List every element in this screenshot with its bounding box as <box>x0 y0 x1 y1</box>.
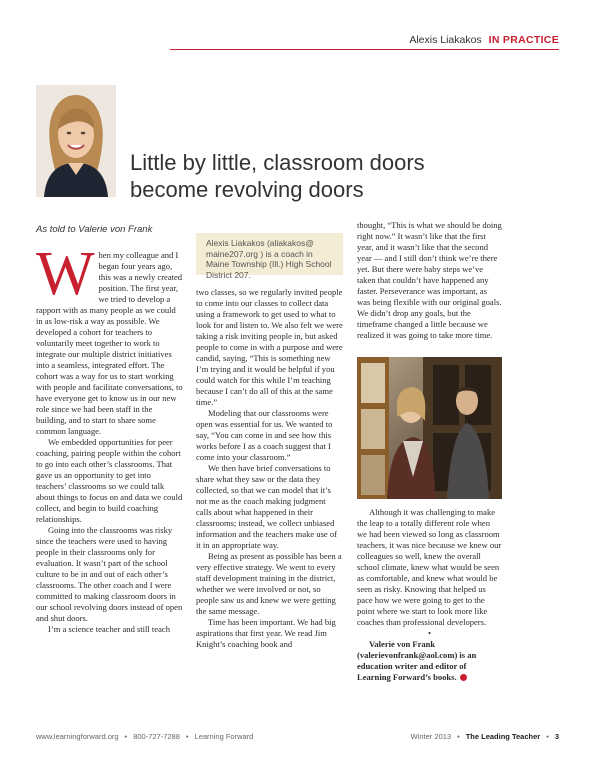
paragraph: Modeling that our classrooms were open was essential for us. We wanted to say, “You can come in and see how this works before I as a coach suggest that I come into your classroom.” <box>196 408 333 462</box>
title-line-1: Little by little, classroom doors <box>130 150 425 175</box>
paragraph: thought, “This is what we should be doing right now.” It wasn’t like that the first year, and it wasn’t like that the second year — and I still don’t think we’re there yet. But there were baby steps we’ve taken that couldn’t have happened any faster. Perseverance was important, as was being flexible with our original goals. We didn’t drop any goals, but the timeframe changed a little because we realized it was going to take more time. <box>357 220 502 340</box>
article-column-1 <box>36 240 183 635</box>
article-column-2 <box>196 287 343 650</box>
signature-details: (valerievonfrank@aol.com) is an education writer and editor of Learning Forward’s books. <box>357 650 477 682</box>
footer-separator: • <box>185 732 189 741</box>
footer-org: Learning Forward <box>194 732 254 741</box>
footer-right <box>411 732 559 741</box>
photo-image <box>357 357 502 499</box>
footer-left <box>36 732 253 741</box>
classroom-door-photo <box>357 357 502 499</box>
author-bio: Alexis Liakakos (aliakakos@ maine207.org ) is a coach in Maine Township (Ill.) High School District 207. <box>206 238 332 280</box>
page-header <box>409 34 559 46</box>
portrait-image <box>36 85 116 197</box>
author-portrait <box>36 85 116 197</box>
paragraph: We then have brief conversations to share what they saw or the data they collected, so that we can model that it’s not me as the coach making judgment calls about what happened in their classrooms; instead, we collect unbiased information and the teachers make use of it in an appropriate way. <box>196 463 337 550</box>
header-section: IN PRACTICE <box>488 34 559 46</box>
section-bullet: • <box>428 628 431 638</box>
author-signature <box>357 639 502 683</box>
paragraph: Time has been important. We had big aspirations that first year. We read Jim Knight’s coaching book and <box>196 617 336 649</box>
paragraph: We embedded opportunities for peer coaching, pairing people within the cohort to go into each other’s classrooms. That gave us an opportunity to get into teachers’ classrooms so we could talk about things to focus on and data we could collect, and begin to build coaching relationships. <box>36 437 183 524</box>
header-author: Alexis Liakakos <box>409 34 482 46</box>
paragraph: I’m a science teacher and still teach <box>48 624 170 634</box>
footer-url: www.learningforward.org <box>36 732 119 741</box>
page-number: 3 <box>554 732 559 741</box>
paragraph: Being as present as possible has been a very effective strategy. We went to every staff development training in the district, whether we were involved or not, so people saw us and knew we were getting the same message. <box>196 551 342 616</box>
paragraph-text: hen my colleague and I began four years ago, this was a newly created position. The first year, we tried to develop a rapport with as many people as we could in as low-risk a way as possible. We developed a cohort for teachers to voluntarily meet together to work to integrate our multiple district initiatives into a seamless, integrated effort. The cohort was a way for us to start working with people and facilitate conversations, to have everyone get to know us in our new role since we had been staff in the building, and to start to share some common language. <box>36 250 183 436</box>
byline: As told to Valerie von Frank <box>36 224 153 235</box>
footer-publication: The Leading Teacher <box>465 732 541 741</box>
author-bio-box <box>196 233 343 280</box>
drop-cap: W <box>36 240 95 308</box>
paragraph: two classes, so we regularly invited people to come into our classes to collect data using a framework to get used to what to look for and listen to. We also felt we were taking a risk inviting people in, but asked people to come in with a purpose and were candid, saying, “This is something new I’m trying and it would be helpful if you could watch for this while I’m teaching because I can’t do all of this at the same time.” <box>196 287 343 407</box>
article-column-3-bottom <box>357 507 502 683</box>
footer-separator: • <box>546 732 549 741</box>
footer-separator: • <box>124 732 128 741</box>
header-rule <box>170 49 559 50</box>
paragraph <box>36 240 183 437</box>
paragraph: Going into the classrooms was risky since the teachers were used to having people in their classrooms only for evaluation. It wasn’t part of the school culture to be in and out of each other’s classrooms. The other coach and I were committed to making classroom doors in our school revolving doors instead of open and shut doors. <box>36 525 183 623</box>
article-column-3-top <box>357 220 502 341</box>
article-title <box>130 149 490 203</box>
footer-issue: Winter 2013 <box>410 732 452 741</box>
title-line-2: become revolving doors <box>130 177 364 202</box>
end-mark-icon <box>460 674 467 681</box>
signature-name: Valerie von Frank <box>369 639 436 649</box>
footer-separator: • <box>457 732 460 741</box>
paragraph: Although it was challenging to make the leap to a totally different role when we had been viewed so long as classroom teachers, it was nice because we knew our colleagues so well, knew the overall school climate, knew what would be seen as comfortable, and knew what would be seen as risky. Knowing that helped us pace how we were going to get to the point where we start to look more like coaches than professional developers. <box>357 507 502 627</box>
footer-phone: 800-727-7288 <box>133 732 180 741</box>
